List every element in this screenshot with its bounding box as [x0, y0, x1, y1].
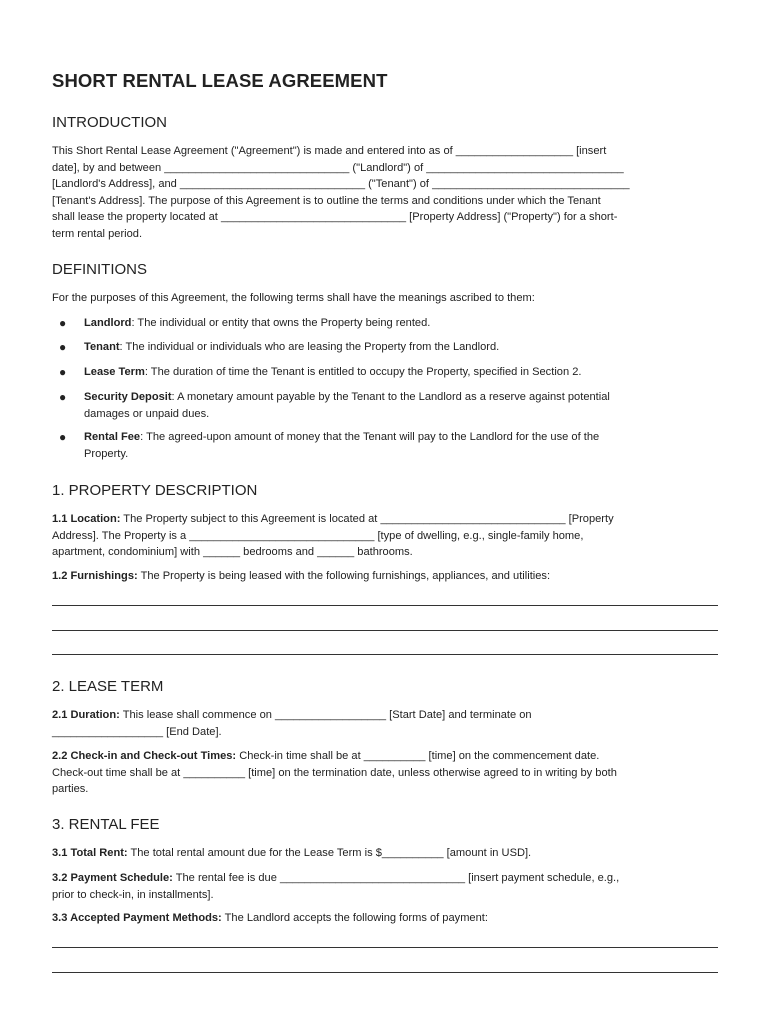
bullet-icon: ●: [59, 340, 67, 354]
bullet-icon: ●: [59, 316, 67, 330]
definition-text: : The duration of time the Tenant is entitled to occupy the Property, specified in Section 2.: [144, 366, 582, 378]
introduction-line: [Tenant's Address]. The purpose of this Agreement is to outline the terms and conditions under which the Tenant: [52, 194, 601, 207]
duration-text: __________________ [End Date].: [52, 725, 222, 738]
furnishings-blank-line: [52, 605, 718, 606]
duration-paragraph: [52, 707, 720, 740]
location-text: The Property subject to this Agreement is located at ______________________________ [Property: [120, 513, 614, 525]
introduction-line: term rental period.: [52, 227, 143, 240]
checkin-text: parties.: [52, 783, 89, 796]
definition-term: Lease Term: [84, 366, 145, 378]
document-title: SHORT RENTAL LEASE AGREEMENT: [52, 70, 388, 91]
total-rent-label: 3.1 Total Rent:: [52, 847, 128, 859]
bullet-icon: ●: [59, 430, 67, 444]
definition-text: Property.: [84, 447, 129, 460]
furnishings-text: The Property is being leased with the following furnishings, appliances, and utilities:: [137, 570, 551, 582]
introduction-heading: INTRODUCTION: [52, 114, 167, 131]
furnishings-blank-line: [52, 630, 718, 631]
definition-item-security-deposit: [52, 389, 720, 422]
furnishings-label: 1.2 Furnishings:: [52, 570, 138, 582]
definition-text: : The agreed-upon amount of money that the Tenant will pay to the Landlord for the use of the: [140, 431, 600, 443]
location-label: 1.1 Location:: [52, 513, 121, 525]
furnishings-blank-line: [52, 654, 718, 655]
introduction-line: This Short Rental Lease Agreement ("Agreement") is made and entered into as of ___________________ [insert: [52, 145, 607, 157]
checkin-label: 2.2 Check-in and Check-out Times:: [52, 750, 237, 762]
introduction-line: shall lease the property located at ______________________________ [Property Address] ("Property") for a short-: [52, 211, 618, 224]
payment-schedule-label: 3.2 Payment Schedule:: [52, 872, 173, 884]
definition-text: damages or unpaid dues.: [84, 407, 210, 420]
payment-methods-label: 3.3 Accepted Payment Methods:: [52, 912, 222, 924]
payment-schedule-paragraph: [52, 870, 720, 903]
checkin-paragraph: [52, 748, 720, 798]
payment-methods-paragraph: [52, 910, 720, 927]
payment-methods-blank-line: [52, 947, 718, 948]
definition-item-rental-fee: [52, 429, 720, 462]
duration-label: 2.1 Duration:: [52, 709, 120, 721]
bullet-icon: ●: [59, 390, 67, 404]
definitions-intro: For the purposes of this Agreement, the following terms shall have the meanings ascribed to them:: [52, 292, 535, 304]
location-text: apartment, condominium] with ______ bedrooms and ______ bathrooms.: [52, 546, 413, 559]
introduction-line: [Landlord's Address], and ______________________________ ("Tenant") of ________________________________: [52, 178, 630, 191]
definition-item-lease-term: [52, 364, 720, 381]
location-paragraph: [52, 511, 720, 561]
definition-term: Security Deposit: [84, 391, 172, 403]
payment-methods-text: The Landlord accepts the following forms of payment:: [221, 912, 488, 924]
bullet-icon: ●: [59, 365, 67, 379]
introduction-paragraph: [52, 143, 720, 243]
duration-text: This lease shall commence on __________________ [Start Date] and terminate on: [119, 709, 532, 721]
lease-term-heading: 2. LEASE TERM: [52, 678, 164, 695]
checkin-text: Check-out time shall be at __________ [time] on the termination date, unless otherwise agreed to in writing by both: [52, 766, 617, 779]
definition-text: : A monetary amount payable by the Tenant to the Landlord as a reserve against potential: [171, 391, 610, 403]
definition-text: : The individual or individuals who are leasing the Property from the Landlord.: [119, 341, 500, 353]
payment-schedule-text: prior to check-in, in installments].: [52, 888, 214, 901]
definition-term: Tenant: [84, 341, 120, 353]
payment-schedule-text: The rental fee is due ______________________________ [insert payment schedule, e.g.,: [172, 872, 620, 884]
definition-text: : The individual or entity that owns the Property being rented.: [131, 317, 431, 329]
total-rent-text: The total rental amount due for the Lease Term is $__________ [amount in USD].: [127, 847, 532, 859]
definition-item-landlord: [52, 315, 720, 332]
property-heading: 1. PROPERTY DESCRIPTION: [52, 482, 258, 499]
introduction-line: date], by and between ______________________________ ("Landlord") of ________________________________: [52, 161, 624, 174]
definition-item-tenant: [52, 339, 720, 356]
rental-fee-heading: 3. RENTAL FEE: [52, 816, 160, 833]
furnishings-paragraph: [52, 568, 720, 585]
payment-methods-blank-line: [52, 972, 718, 973]
total-rent-paragraph: [52, 845, 720, 862]
checkin-text: Check-in time shall be at __________ [time] on the commencement date.: [236, 750, 600, 762]
definition-term: Rental Fee: [84, 431, 141, 443]
location-text: Address]. The Property is a ______________________________ [type of dwelling, e.g., single-family home,: [52, 529, 584, 542]
definitions-heading: DEFINITIONS: [52, 261, 148, 278]
definition-term: Landlord: [84, 317, 132, 329]
